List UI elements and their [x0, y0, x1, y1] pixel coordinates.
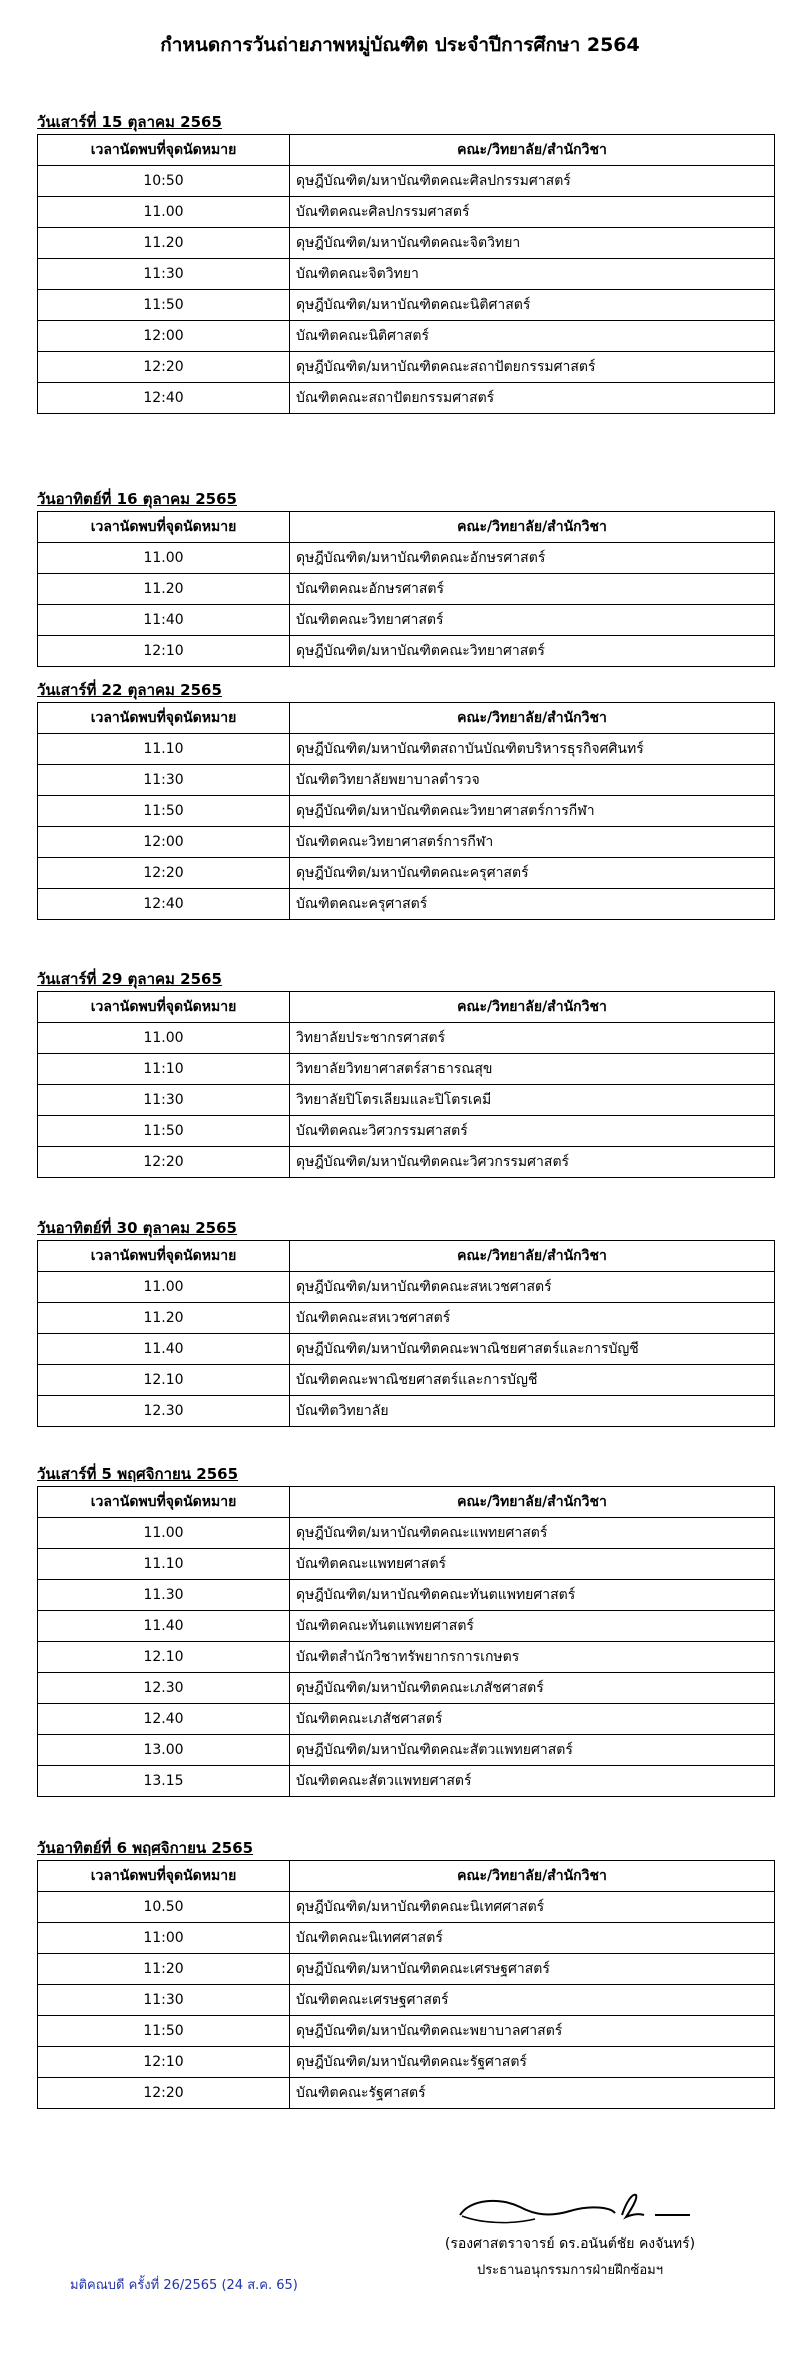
- appointment-time: 11:30: [38, 765, 290, 796]
- header-faculty: คณะ/วิทยาลัย/สำนักวิชา: [290, 135, 775, 166]
- schedule-table: [37, 134, 775, 414]
- table-row: [38, 1549, 775, 1580]
- appointment-time: 11.40: [38, 1611, 290, 1642]
- table-header-row: [38, 1241, 775, 1272]
- table-row: [38, 1147, 775, 1178]
- faculty-name: ดุษฎีบัณฑิต/มหาบัณฑิตคณะศิลปกรรมศาสตร์: [290, 166, 775, 197]
- schedule-section: [37, 678, 774, 920]
- table-header-row: [38, 1861, 775, 1892]
- appointment-time: 11.20: [38, 228, 290, 259]
- faculty-name: ดุษฎีบัณฑิต/มหาบัณฑิตคณะพยาบาลศาสตร์: [290, 2016, 775, 2047]
- appointment-time: 11:30: [38, 1085, 290, 1116]
- faculty-name: วิทยาลัยปิโตรเลียมและปิโตรเคมี: [290, 1085, 775, 1116]
- appointment-time: 10:50: [38, 166, 290, 197]
- signature-name: (รองศาสตราจารย์ ดร.อนันต์ชัย คงจันทร์): [444, 2236, 696, 2252]
- table-row: [38, 2078, 775, 2109]
- appointment-time: 11.00: [38, 1272, 290, 1303]
- appointment-time: 10.50: [38, 1892, 290, 1923]
- table-header-row: [38, 992, 775, 1023]
- appointment-time: 11.30: [38, 1580, 290, 1611]
- faculty-name: ดุษฎีบัณฑิต/มหาบัณฑิตคณะสัตวแพทยศาสตร์: [290, 1735, 775, 1766]
- table-row: [38, 543, 775, 574]
- section-date: วันอาทิตย์ที่ 30 ตุลาคม 2565: [37, 1219, 237, 1237]
- table-row: [38, 796, 775, 827]
- table-row: [38, 1054, 775, 1085]
- table-row: [38, 858, 775, 889]
- appointment-time: 11:00: [38, 1923, 290, 1954]
- appointment-time: 11.00: [38, 543, 290, 574]
- faculty-name: ดุษฎีบัณฑิต/มหาบัณฑิตคณะเศรษฐศาสตร์: [290, 1954, 775, 1985]
- faculty-name: ดุษฎีบัณฑิต/มหาบัณฑิตคณะอักษรศาสตร์: [290, 543, 775, 574]
- table-row: [38, 1642, 775, 1673]
- appointment-time: 12.10: [38, 1642, 290, 1673]
- faculty-name: บัณฑิตคณะทันตแพทยศาสตร์: [290, 1611, 775, 1642]
- table-row: [38, 228, 775, 259]
- signature-icon: [440, 2185, 700, 2231]
- table-row: [38, 889, 775, 920]
- faculty-name: บัณฑิตคณะเภสัชศาสตร์: [290, 1704, 775, 1735]
- table-row: [38, 1365, 775, 1396]
- appointment-time: 12:20: [38, 2078, 290, 2109]
- table-row: [38, 605, 775, 636]
- appointment-time: 12.30: [38, 1396, 290, 1427]
- table-row: [38, 197, 775, 228]
- table-row: [38, 1704, 775, 1735]
- faculty-name: ดุษฎีบัณฑิต/มหาบัณฑิตคณะครุศาสตร์: [290, 858, 775, 889]
- appointment-time: 11.20: [38, 1303, 290, 1334]
- table-row: [38, 1334, 775, 1365]
- table-header-row: [38, 135, 775, 166]
- faculty-name: บัณฑิตคณะครุศาสตร์: [290, 889, 775, 920]
- table-row: [38, 1735, 775, 1766]
- appointment-time: 11:20: [38, 1954, 290, 1985]
- appointment-time: 11:30: [38, 259, 290, 290]
- table-row: [38, 1766, 775, 1797]
- table-row: [38, 290, 775, 321]
- faculty-name: บัณฑิตคณะศิลปกรรมศาสตร์: [290, 197, 775, 228]
- appointment-time: 11.00: [38, 1023, 290, 1054]
- header-time: เวลานัดพบที่จุดนัดหมาย: [38, 1241, 290, 1272]
- faculty-name: ดุษฎีบัณฑิต/มหาบัณฑิตคณะนิเทศศาสตร์: [290, 1892, 775, 1923]
- schedule-table: [37, 1860, 775, 2109]
- faculty-name: บัณฑิตคณะรัฐศาสตร์: [290, 2078, 775, 2109]
- faculty-name: ดุษฎีบัณฑิต/มหาบัณฑิตสถาบันบัณฑิตบริหารธุรกิจศศินทร์: [290, 734, 775, 765]
- header-time: เวลานัดพบที่จุดนัดหมาย: [38, 135, 290, 166]
- section-date: วันเสาร์ที่ 22 ตุลาคม 2565: [37, 681, 222, 699]
- table-row: [38, 2016, 775, 2047]
- faculty-name: ดุษฎีบัณฑิต/มหาบัณฑิตคณะวิทยาศาสตร์การกีฬา: [290, 796, 775, 827]
- faculty-name: ดุษฎีบัณฑิต/มหาบัณฑิตคณะแพทยศาสตร์: [290, 1518, 775, 1549]
- faculty-name: ดุษฎีบัณฑิต/มหาบัณฑิตคณะพาณิชยศาสตร์และการบัญชี: [290, 1334, 775, 1365]
- table-row: [38, 636, 775, 667]
- schedule-section: [37, 1462, 774, 1797]
- appointment-time: 11:50: [38, 2016, 290, 2047]
- faculty-name: ดุษฎีบัณฑิต/มหาบัณฑิตคณะวิศวกรรมศาสตร์: [290, 1147, 775, 1178]
- appointment-time: 12.40: [38, 1704, 290, 1735]
- appointment-time: 12.30: [38, 1673, 290, 1704]
- table-row: [38, 1580, 775, 1611]
- table-row: [38, 765, 775, 796]
- faculty-name: ดุษฎีบัณฑิต/มหาบัณฑิตคณะรัฐศาสตร์: [290, 2047, 775, 2078]
- header-faculty: คณะ/วิทยาลัย/สำนักวิชา: [290, 512, 775, 543]
- faculty-name: ดุษฎีบัณฑิต/มหาบัณฑิตคณะจิตวิทยา: [290, 228, 775, 259]
- table-row: [38, 2047, 775, 2078]
- table-row: [38, 1396, 775, 1427]
- faculty-name: วิทยาลัยวิทยาศาสตร์สาธารณสุข: [290, 1054, 775, 1085]
- section-date: วันอาทิตย์ที่ 6 พฤศจิกายน 2565: [37, 1839, 254, 1857]
- schedule-section: [37, 967, 774, 1178]
- faculty-name: บัณฑิตคณะสัตวแพทยศาสตร์: [290, 1766, 775, 1797]
- schedule-section: [37, 110, 774, 414]
- table-row: [38, 352, 775, 383]
- faculty-name: บัณฑิตคณะนิเทศศาสตร์: [290, 1923, 775, 1954]
- header-time: เวลานัดพบที่จุดนัดหมาย: [38, 512, 290, 543]
- faculty-name: ดุษฎีบัณฑิต/มหาบัณฑิตคณะสหเวชศาสตร์: [290, 1272, 775, 1303]
- schedule-section: [37, 487, 774, 667]
- schedule-table: [37, 511, 775, 667]
- appointment-time: 11:30: [38, 1985, 290, 2016]
- table-row: [38, 1272, 775, 1303]
- table-row: [38, 734, 775, 765]
- table-header-row: [38, 1487, 775, 1518]
- schedule-section: [37, 1216, 774, 1427]
- faculty-name: บัณฑิตสำนักวิชาทรัพยากรการเกษตร: [290, 1642, 775, 1673]
- appointment-time: 11:40: [38, 605, 290, 636]
- appointment-time: 12.10: [38, 1365, 290, 1396]
- appointment-time: 11.10: [38, 1549, 290, 1580]
- schedule-table: [37, 1486, 775, 1797]
- signature-block: [420, 2185, 720, 2280]
- table-row: [38, 166, 775, 197]
- faculty-name: บัณฑิตคณะวิทยาศาสตร์การกีฬา: [290, 827, 775, 858]
- table-row: [38, 259, 775, 290]
- section-date: วันอาทิตย์ที่ 16 ตุลาคม 2565: [37, 490, 237, 508]
- section-date: วันเสาร์ที่ 15 ตุลาคม 2565: [37, 113, 222, 131]
- appointment-time: 11.20: [38, 574, 290, 605]
- table-row: [38, 321, 775, 352]
- faculty-name: ดุษฎีบัณฑิต/มหาบัณฑิตคณะสถาปัตยกรรมศาสตร์: [290, 352, 775, 383]
- header-time: เวลานัดพบที่จุดนัดหมาย: [38, 1487, 290, 1518]
- schedule-section: [37, 1836, 774, 2109]
- table-row: [38, 383, 775, 414]
- meeting-note: มติคณบดี ครั้งที่ 26/2565 (24 ส.ค. 65): [70, 2278, 298, 2293]
- section-date: วันเสาร์ที่ 29 ตุลาคม 2565: [37, 970, 222, 988]
- header-time: เวลานัดพบที่จุดนัดหมาย: [38, 703, 290, 734]
- appointment-time: 12:10: [38, 2047, 290, 2078]
- faculty-name: ดุษฎีบัณฑิต/มหาบัณฑิตคณะเภสัชศาสตร์: [290, 1673, 775, 1704]
- appointment-time: 12:40: [38, 383, 290, 414]
- table-row: [38, 1023, 775, 1054]
- appointment-time: 13.15: [38, 1766, 290, 1797]
- header-time: เวลานัดพบที่จุดนัดหมาย: [38, 992, 290, 1023]
- appointment-time: 12:00: [38, 321, 290, 352]
- signature-position: ประธานอนุกรรมการฝ่ายฝึกซ้อมฯ: [476, 2263, 664, 2278]
- table-row: [38, 1116, 775, 1147]
- appointment-time: 11:10: [38, 1054, 290, 1085]
- table-row: [38, 1085, 775, 1116]
- table-header-row: [38, 512, 775, 543]
- appointment-time: 12:20: [38, 352, 290, 383]
- appointment-time: 12:40: [38, 889, 290, 920]
- appointment-time: 12:10: [38, 636, 290, 667]
- appointment-time: 11:50: [38, 796, 290, 827]
- faculty-name: บัณฑิตคณะพาณิชยศาสตร์และการบัญชี: [290, 1365, 775, 1396]
- faculty-name: บัณฑิตคณะวิทยาศาสตร์: [290, 605, 775, 636]
- faculty-name: บัณฑิตคณะแพทยศาสตร์: [290, 1549, 775, 1580]
- header-time: เวลานัดพบที่จุดนัดหมาย: [38, 1861, 290, 1892]
- faculty-name: บัณฑิตคณะเศรษฐศาสตร์: [290, 1985, 775, 2016]
- faculty-name: บัณฑิตคณะสถาปัตยกรรมศาสตร์: [290, 383, 775, 414]
- faculty-name: บัณฑิตคณะวิศวกรรมศาสตร์: [290, 1116, 775, 1147]
- schedule-table: [37, 702, 775, 920]
- section-date: วันเสาร์ที่ 5 พฤศจิกายน 2565: [37, 1465, 239, 1483]
- faculty-name: บัณฑิตคณะนิติศาสตร์: [290, 321, 775, 352]
- appointment-time: 11.10: [38, 734, 290, 765]
- schedule-table: [37, 1240, 775, 1427]
- faculty-name: บัณฑิตคณะอักษรศาสตร์: [290, 574, 775, 605]
- table-row: [38, 1518, 775, 1549]
- appointment-time: 13.00: [38, 1735, 290, 1766]
- header-faculty: คณะ/วิทยาลัย/สำนักวิชา: [290, 703, 775, 734]
- header-faculty: คณะ/วิทยาลัย/สำนักวิชา: [290, 1487, 775, 1518]
- table-row: [38, 1892, 775, 1923]
- table-row: [38, 574, 775, 605]
- table-row: [38, 1923, 775, 1954]
- faculty-name: บัณฑิตวิทยาลัยพยาบาลตำรวจ: [290, 765, 775, 796]
- appointment-time: 11.40: [38, 1334, 290, 1365]
- appointment-time: 12:00: [38, 827, 290, 858]
- appointment-time: 12:20: [38, 858, 290, 889]
- faculty-name: บัณฑิตวิทยาลัย: [290, 1396, 775, 1427]
- faculty-name: บัณฑิตคณะจิตวิทยา: [290, 259, 775, 290]
- table-row: [38, 1673, 775, 1704]
- table-header-row: [38, 703, 775, 734]
- document-title: กำหนดการวันถ่ายภาพหมู่บัณฑิต ประจำปีการศึกษา 2564: [160, 34, 640, 56]
- faculty-name: วิทยาลัยประชากรศาสตร์: [290, 1023, 775, 1054]
- table-row: [38, 1954, 775, 1985]
- appointment-time: 11.00: [38, 197, 290, 228]
- faculty-name: ดุษฎีบัณฑิต/มหาบัณฑิตคณะวิทยาศาสตร์: [290, 636, 775, 667]
- table-row: [38, 1303, 775, 1334]
- table-row: [38, 1611, 775, 1642]
- faculty-name: บัณฑิตคณะสหเวชศาสตร์: [290, 1303, 775, 1334]
- appointment-time: 11:50: [38, 1116, 290, 1147]
- faculty-name: ดุษฎีบัณฑิต/มหาบัณฑิตคณะนิติศาสตร์: [290, 290, 775, 321]
- schedule-table: [37, 991, 775, 1178]
- header-faculty: คณะ/วิทยาลัย/สำนักวิชา: [290, 1241, 775, 1272]
- table-row: [38, 827, 775, 858]
- appointment-time: 11.00: [38, 1518, 290, 1549]
- table-row: [38, 1985, 775, 2016]
- appointment-time: 12:20: [38, 1147, 290, 1178]
- appointment-time: 11:50: [38, 290, 290, 321]
- header-faculty: คณะ/วิทยาลัย/สำนักวิชา: [290, 992, 775, 1023]
- header-faculty: คณะ/วิทยาลัย/สำนักวิชา: [290, 1861, 775, 1892]
- faculty-name: ดุษฎีบัณฑิต/มหาบัณฑิตคณะทันตแพทยศาสตร์: [290, 1580, 775, 1611]
